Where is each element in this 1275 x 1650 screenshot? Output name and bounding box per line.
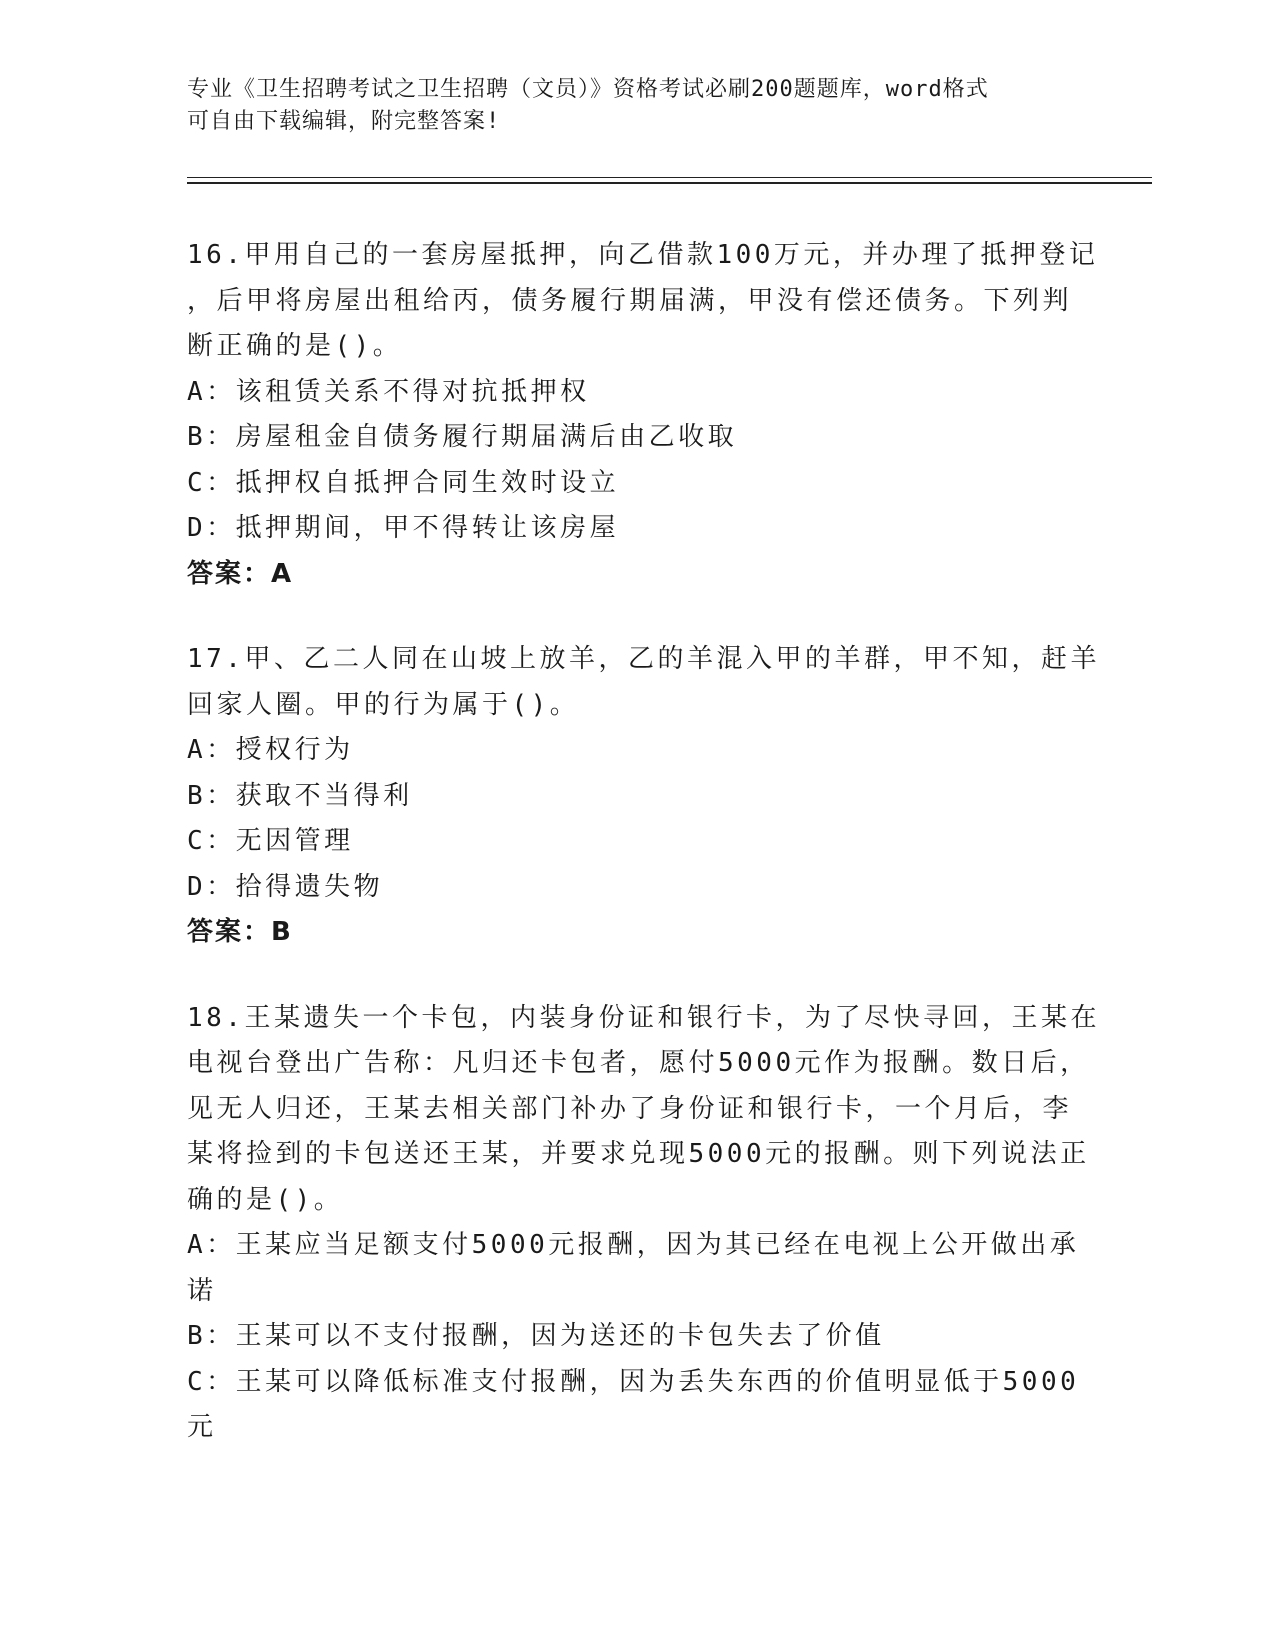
option-c: C：王某可以降低标准支付报酬，因为丢失东西的价值明显低于5000 [187, 1366, 1080, 1397]
document-header [187, 74, 1067, 138]
question-stem-line: 17.甲、乙二人同在山坡上放羊，乙的羊混入甲的羊群，甲不知，赶羊 [187, 644, 1100, 674]
option-b: B：获取不当得利 [187, 780, 413, 811]
header-line-1: 专业《卫生招聘考试之卫生招聘（文员）》资格考试必刷200题题库，word格式 [187, 77, 989, 102]
questions-list [187, 233, 1100, 1491]
option-c: C：抵押权自抵押合同生效时设立 [187, 467, 620, 498]
question-stem-line: 断正确的是()。 [187, 331, 403, 361]
question-stem-line: 回家人圈。甲的行为属于()。 [187, 689, 580, 720]
question-stem-line: 电视台登出广告称：凡归还卡包者，愿付5000元作为报酬。数日后， [187, 1048, 1090, 1078]
option-d: D：拾得遗失物 [187, 871, 384, 902]
question-stem-line: 见无人归还，王某去相关部门补办了身份证和银行卡，一个月后，李 [187, 1093, 1073, 1124]
answer-label: 答案：B [187, 917, 293, 947]
header-line-2: 可自由下载编辑，附完整答案! [187, 109, 501, 134]
option-c: C：无因管理 [187, 826, 354, 856]
question-stem-line: 确的是()。 [187, 1184, 344, 1215]
option-a-continued: 诺 [187, 1275, 217, 1306]
answer-label: 答案：A [187, 558, 294, 589]
question-17 [187, 637, 1100, 956]
option-a: A：授权行为 [187, 735, 354, 765]
question-18 [187, 996, 1100, 1451]
option-c-continued: 元 [187, 1412, 217, 1442]
option-a: A：该租赁关系不得对抗抵押权 [187, 376, 590, 407]
question-stem-line: 16.甲用自己的一套房屋抵押，向乙借款100万元，并办理了抵押登记 [187, 240, 1099, 270]
option-d: D：抵押期间，甲不得转让该房屋 [187, 513, 620, 543]
question-stem-line: 某将捡到的卡包送还王某，并要求兑现5000元的报酬。则下列说法正 [187, 1139, 1090, 1169]
question-16 [187, 233, 1099, 597]
question-stem-line: ，后甲将房屋出租给丙，债务履行期届满，甲没有偿还债务。下列判 [187, 285, 1073, 316]
header-divider-bottom [187, 182, 1152, 184]
option-b: B：房屋租金自债务履行期届满后由乙收取 [187, 422, 738, 452]
option-b: B：王某可以不支付报酬，因为送还的卡包失去了价值 [187, 1321, 885, 1351]
option-a: A：王某应当足额支付5000元报酬，因为其已经在电视上公开做出承 [187, 1230, 1080, 1260]
question-stem-line: 18.王某遗失一个卡包，内装身份证和银行卡，为了尽快寻回，王某在 [187, 1002, 1100, 1033]
header-divider-top [187, 177, 1152, 178]
